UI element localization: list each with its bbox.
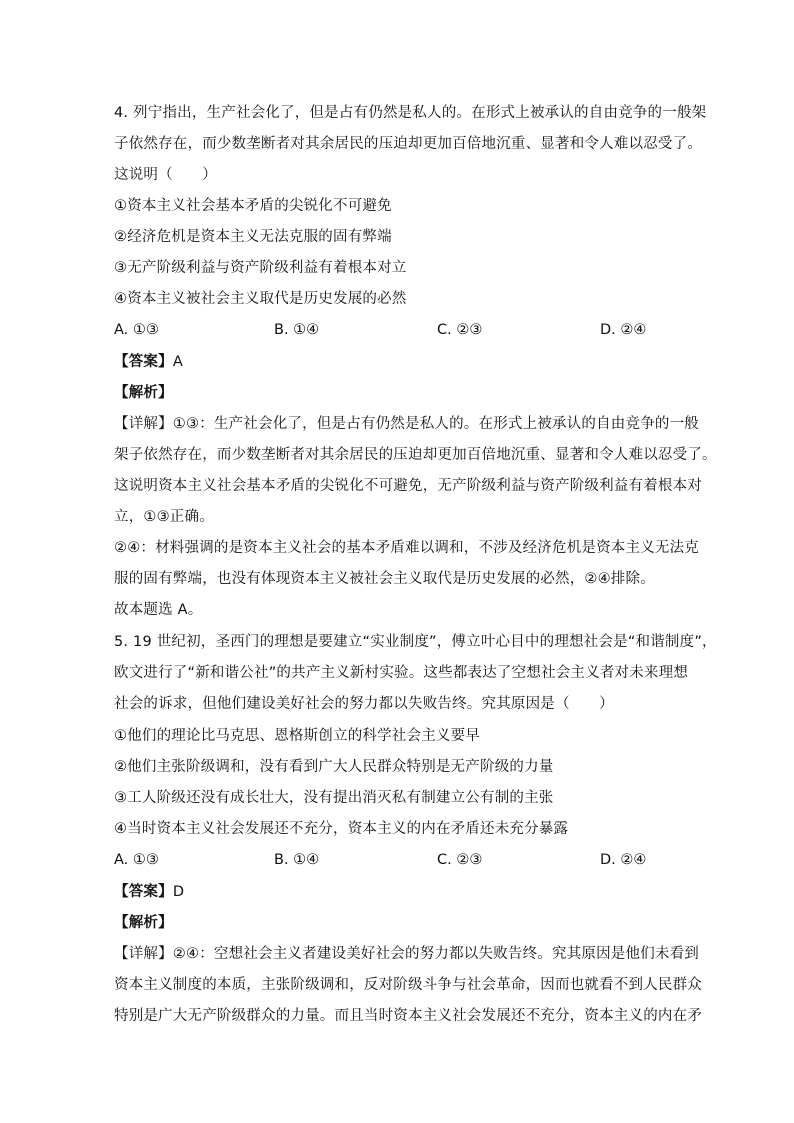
q4-statement-2: ②经济危机是资本主义无法克服的固有弊端	[114, 229, 392, 245]
q4-option-b: B. ①④	[274, 322, 320, 338]
q5-answer	[114, 882, 184, 902]
q4-detail-line-3: 这说明资本主义社会基本矛盾的尖锐化不可避免，无产阶级利益与资产阶级利益有着根本对	[114, 478, 702, 494]
q4-detail-line-2: 架子依然存在，而少数垄断者对其余居民的压迫却更加百倍地沉重、显著和令人难以忍受了。	[114, 447, 717, 463]
q4-detail-line-4: 立，①③正确。	[114, 509, 214, 525]
q4-detail-line-6: 服的固有弊端，也没有体现资本主义被社会主义取代是历史发展的必然，②④排除。	[114, 571, 655, 587]
q5-stem-line-1: 5. 19 世纪初，圣西门的理想是要建立“实业制度”，傅立叶心目中的理想社会是“和谐制度”，	[114, 634, 717, 650]
q5-detail-line-3: 特别是广大无产阶级群众的力量。而且当时资本主义社会发展还不充分，资本主义的内在矛	[114, 1008, 702, 1024]
q5-answer-value: D	[172, 884, 185, 900]
q5-statement-4: ④当时资本主义社会发展还不充分，资本主义的内在矛盾还未充分暴露	[114, 821, 569, 837]
q5-answer-label: 【答案】	[114, 884, 173, 900]
q5-options	[114, 850, 674, 870]
q5-statement-2: ②他们主张阶级调和，没有看到广大人民群众特别是无产阶级的力量	[114, 759, 554, 775]
q4-detail-line-1: 【详解】①③：生产社会化了，但是占有仍然是私人的。在形式上被承认的自由竞争的一般	[114, 416, 699, 432]
q4-statement-4: ④资本主义被社会主义取代是历史发展的必然	[114, 291, 407, 307]
q4-stem-line-2: 子依然存在，而少数垄断者对其余居民的压迫却更加百倍地沉重、显著和令人难以忍受了。	[114, 136, 702, 152]
q4-answer	[114, 352, 183, 372]
q4-answer-label: 【答案】	[114, 354, 173, 370]
q5-option-c: C. ②③	[437, 852, 483, 868]
q5-option-a: A. ①③	[114, 852, 159, 868]
q4-option-a: A. ①③	[114, 322, 159, 338]
q5-option-d: D. ②④	[600, 852, 647, 868]
q4-statement-3: ③无产阶级利益与资产阶级利益有着根本对立	[114, 260, 407, 276]
q4-answer-value: A	[172, 354, 183, 370]
q4-statement-1: ①资本主义社会基本矛盾的尖锐化不可避免	[114, 198, 392, 214]
q5-statement-1: ①他们的理论比马克思、恩格斯创立的科学社会主义要早	[114, 728, 480, 744]
q4-options	[114, 320, 674, 340]
q5-detail-line-2: 资本主义制度的本质，主张阶级调和，反对阶级斗争与社会革命，因而也就看不到人民群众	[114, 977, 702, 993]
q5-stem-line-2: 欧文进行了“新和谐公社”的共产主义新村实验。这些都表达了空想社会主义者对未来理想	[114, 665, 689, 681]
q4-option-d: D. ②④	[600, 322, 647, 338]
q4-detail-line-5: ②④：材料强调的是资本主义社会的基本矛盾难以调和，不涉及经济危机是资本主义无法克	[114, 540, 699, 556]
q4-stem-line-1: 4. 列宁指出，生产社会化了，但是占有仍然是私人的。在形式上被承认的自由竞争的一般架	[114, 105, 707, 121]
q4-analysis-label: 【解析】	[114, 385, 173, 401]
q5-stem-line-3: 社会的诉求，但他们建设美好社会的努力都以失败告终。究其原因是（ ）	[114, 696, 614, 712]
q4-option-c: C. ②③	[437, 322, 483, 338]
q5-detail-line-1: 【详解】②④：空想社会主义者建设美好社会的努力都以失败告终。究其原因是他们未看到	[114, 946, 699, 962]
q5-option-b: B. ①④	[274, 852, 320, 868]
q4-stem-line-3: 这说明（ ）	[114, 167, 217, 183]
q5-analysis-label: 【解析】	[114, 915, 173, 931]
q4-detail-line-7: 故本题选 A。	[114, 602, 203, 618]
q5-statement-3: ③工人阶级还没有成长壮大，没有提出消灭私有制建立公有制的主张	[114, 790, 554, 806]
